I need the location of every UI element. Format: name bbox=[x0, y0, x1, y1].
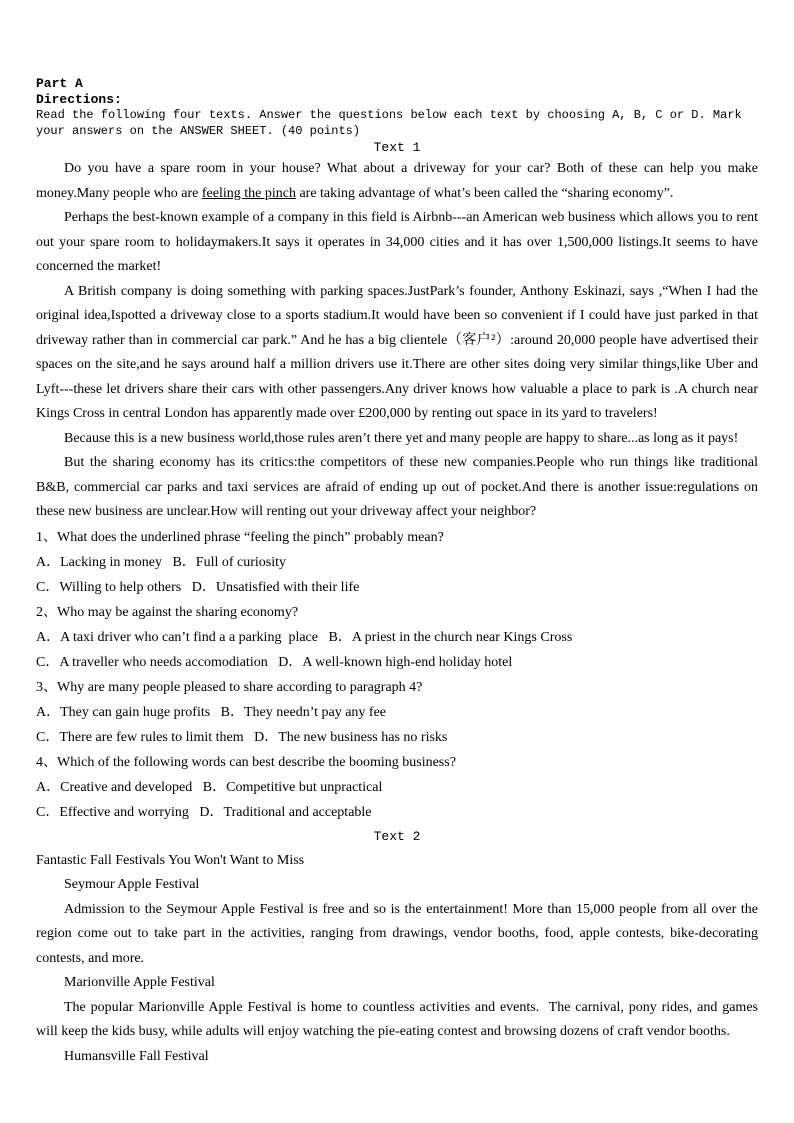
directions-label: Directions: bbox=[36, 92, 122, 107]
text2-section-2-subtitle: Marionville Apple Festival bbox=[64, 975, 215, 990]
directions-text: Read the following four texts. Answer the questions below each text by choosing A, B, C or D. Mark your answers on the ANSWER SHEET. (40 points) bbox=[36, 108, 742, 138]
text2-section-1-subtitle: Seymour Apple Festival bbox=[64, 877, 200, 892]
question-4-options-ab: A．Creative and developed B．Competitive but unpractical bbox=[36, 779, 383, 795]
question-4-stem: 4、Which of the following words can best describe the booming business? bbox=[36, 754, 456, 770]
text2-section-2-body: The popular Marionville Apple Festival is home to countless activities and events. The carnival, pony rides, and games will keep the kids busy, while adults will enjoy watching the pie-eating contest and browsing dozens of craft vendor booths. bbox=[36, 999, 762, 1039]
question-2 bbox=[36, 600, 758, 675]
question-1-stem: 1、What does the underlined phrase “feeling the pinch” probably mean? bbox=[36, 529, 444, 545]
question-4-options-cd: C．Effective and worrying D．Traditional and acceptable bbox=[36, 804, 372, 820]
question-3-options-cd: C．There are few rules to limit them D．The new business has no risks bbox=[36, 729, 448, 745]
text2-section-1-body: Admission to the Seymour Apple Festival is free and so is the entertainment! More than 15,000 people from all over the region come out to take part in the activities, ranging from drawings, vendor booths, food, apple contests, bike-decorating contests, and more. bbox=[36, 901, 762, 966]
question-1-options-ab: A．Lacking in money B．Full of curiosity bbox=[36, 554, 287, 570]
text1-paragraph-3: A British company is doing something with parking spaces.JustPark’s founder, Anthony Eskinazi, says ,“When I had the original idea,Ispotted a driveway close to a sports stadium.It would have been so convenient if I could have just parked in that driveway rather than in commercial car park.” And he has a big clientele（客户²）:around 20,000 people have advertised their spaces on the site,and he says around half a million drivers use it.There are other sites doing very similar things,like Uber and Lyft---these let drivers share their cars with other passengers.Any driver knows how valuable a place to park is .A church near Kings Cross in central London has apparently made over £200,000 by renting out space in its yard to travelers! bbox=[36, 283, 762, 421]
text1-paragraph-1 bbox=[36, 157, 762, 206]
question-2-options-cd: C．A traveller who needs accomodiation D．A well-known high-end holiday hotel bbox=[36, 654, 513, 670]
text2-heading: Fantastic Fall Festivals You Won't Want to Miss bbox=[36, 852, 305, 868]
text1-paragraph-2: Perhaps the best-known example of a company in this field is Airbnb---an American web business which allows you to rent out your spare room to holidaymakers.It says it operates in 34,000 cities and it has over 1,500,000 listings.It seems to have concerned the market! bbox=[36, 210, 762, 274]
text1-paragraph-5: But the sharing economy has its critics:the competitors of these new companies.People who run things like traditional B&B, commercial car parks and taxi services are afraid of ending up out of pocket.And there is another issue:regulations on these new business are unclear.How will renting out your driveway affect your neighbor? bbox=[36, 455, 762, 519]
text2-title: Text 2 bbox=[373, 828, 421, 844]
question-4 bbox=[36, 750, 758, 825]
question-2-stem: 2、Who may be against the sharing economy? bbox=[36, 604, 299, 620]
text2-section-3-subtitle: Humansville Fall Festival bbox=[64, 1048, 209, 1064]
paragraph-text: are taking advantage of what’s been called the “sharing economy”. bbox=[295, 185, 674, 201]
question-1 bbox=[36, 525, 758, 600]
question-3-options-ab: A．They can gain huge profits B．They needn’t pay any fee bbox=[36, 704, 387, 720]
question-3-stem: 3、Why are many people pleased to share according to paragraph 4? bbox=[36, 679, 423, 695]
question-3 bbox=[36, 675, 758, 750]
underlined-phrase: feeling the pinch bbox=[201, 185, 296, 201]
text1-paragraph-4: Because this is a new business world,those rules aren’t there yet and many people are happy to share...as long as it pays! bbox=[64, 430, 739, 446]
part-label: Part A bbox=[36, 76, 83, 91]
question-2-options-ab: A．A taxi driver who can’t find a a parking place B．A priest in the church near Kings Cross bbox=[36, 629, 573, 645]
question-1-options-cd: C．Willing to help others D．Unsatisfied with their life bbox=[36, 579, 360, 595]
text1-title: Text 1 bbox=[373, 140, 421, 155]
paragraph-text: Do you have a spare room in your house? What about a driveway for your car? Both of these can help you make money.Many people who are bbox=[36, 161, 762, 201]
